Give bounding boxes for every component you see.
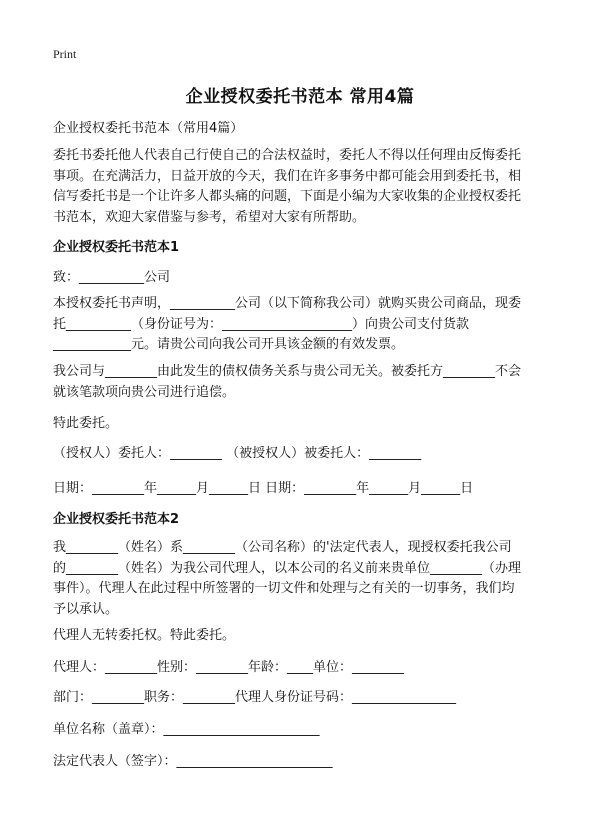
sample2-dept-line: 部门：________职务：________代理人身份证号码：________________ bbox=[53, 690, 457, 705]
relation-line: 就该笔款项向贵公司进行追偿。 bbox=[53, 384, 236, 400]
sample1-parties-line: （授权人）委托人：________ （被授权人）被委托人：________ bbox=[53, 446, 422, 461]
print-label[interactable]: Print bbox=[53, 47, 77, 61]
intro-line: 事项。在充满活力，日益开放的今天，我们在许多事务中都可能会用到委托书，相 bbox=[53, 168, 522, 184]
intro-line: 信写委托书是一个让许多人都头痛的问题，下面是小编为大家收集的企业授权委托 bbox=[53, 189, 522, 204]
sample2-heading: 企业授权委托书范本2 bbox=[53, 512, 180, 527]
sample1-date-line: 日期：________年______月______日 日期：________年______月______日 bbox=[53, 481, 474, 496]
sample2-agent-line: 代理人：________性别：________年龄：____单位：________ bbox=[53, 660, 405, 675]
sample2-unit-line: 单位名称（盖章）：________________________ bbox=[53, 722, 320, 737]
body-line: 的________（姓名）为我公司代理人，以本公司的名义前来贵单位________（办理 bbox=[53, 560, 522, 576]
sample2-body bbox=[53, 538, 553, 620]
sample1-to-line: 致：__________公司 bbox=[53, 270, 171, 285]
intro-line: 书范本，欢迎大家借鉴与参考，希望对大家有所帮助。 bbox=[53, 209, 366, 225]
intro-line: 委托书委托他人代表自己行使自己的合法权益时，委托人不得以任何理由反悔委托 bbox=[53, 148, 522, 163]
declaration-line: 托__________（身份证号为：____________________）向贵公司支付货款 bbox=[53, 316, 470, 332]
body-line: 事件）。代理人在此过程中所签署的一切文件和处理与之有关的一切事务，我们均 bbox=[53, 581, 515, 596]
page-title: 企业授权委托书范本 常用4篇 bbox=[185, 87, 415, 107]
sample1-special: 特此委托。 bbox=[53, 416, 119, 431]
body-line: 我________（姓名）系________（公司名称）的'法定代表人，现授权委托我公司 bbox=[53, 540, 512, 555]
sample1-heading: 企业授权委托书范本1 bbox=[53, 240, 180, 255]
declaration-line: ____________元。请贵公司向我公司开具该金额的有效发票。 bbox=[53, 337, 405, 352]
intro-paragraph bbox=[53, 146, 553, 228]
sample1-relation bbox=[53, 362, 553, 403]
declaration-line: 本授权委托书声明，__________公司（以下简称我公司）就购买贵公司商品，现委 bbox=[53, 296, 522, 311]
sample1-declaration bbox=[53, 294, 553, 356]
document-subtitle: 企业授权委托书范本（常用4篇） bbox=[53, 121, 244, 136]
body-line: 予以承认。 bbox=[53, 601, 119, 617]
sample2-rep-line: 法定代表人（签字）：________________________ bbox=[53, 754, 333, 769]
relation-line: 我公司与________由此发生的债权债务关系与贵公司无关。被委托方________不会 bbox=[53, 364, 522, 379]
sample2-no-transfer: 代理人无转委托权。特此委托。 bbox=[53, 628, 236, 643]
